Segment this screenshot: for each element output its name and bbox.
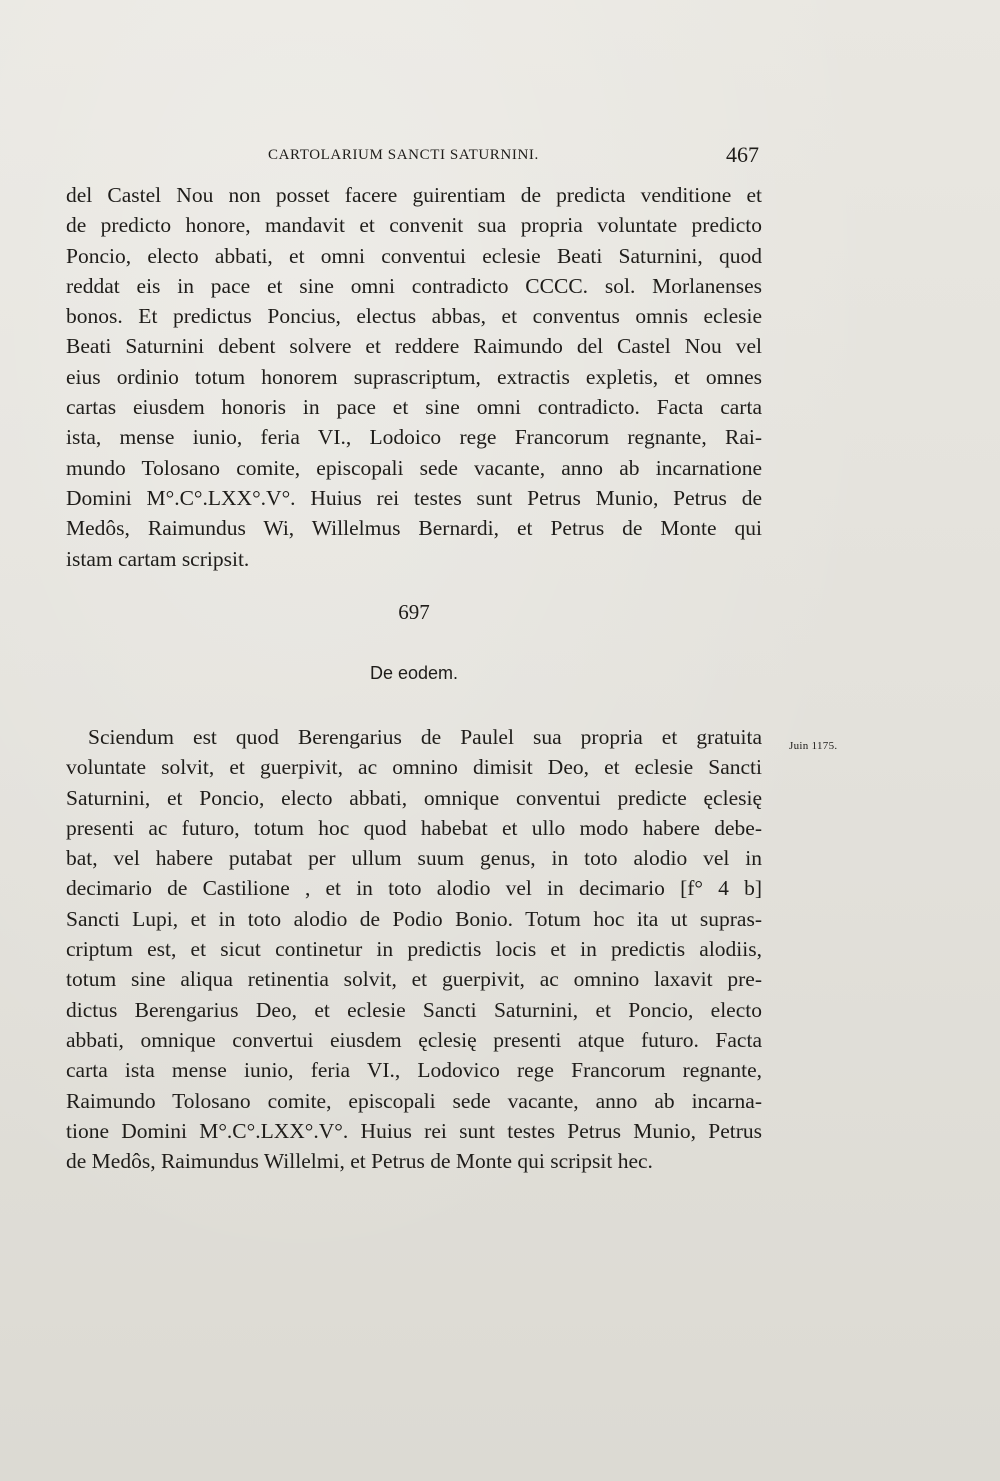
text-line: eius ordinio totum honorem suprascriptum, extractis expletis, et omnes <box>66 364 762 389</box>
text-line: bonos. Et predictus Poncius, electus abbas, et conventus omnis eclesie <box>66 304 762 329</box>
text-line: del Castel Nou non posset facere guirentiam de predicta venditione et <box>66 183 762 207</box>
text-line: de predicto honore, mandavit et convenit sua propria voluntate predicto <box>66 213 762 238</box>
text-line: bat, vel habere putabat per ullum suum genus, in toto alodio vel in <box>66 846 762 871</box>
text-line: Medôs, Raimundus Wi, Willelmus Bernardi, et Petrus de Monte qui <box>66 516 762 541</box>
continuation-text <box>66 180 762 574</box>
charter-title: De eodem. <box>369 663 459 683</box>
margin-date-note: Juin 1175. <box>789 740 838 752</box>
text-line: de Medôs, Raimundus Willelmi, et Petrus de Monte qui scripsit hec. <box>66 1149 653 1174</box>
text-line: ista, mense iunio, feria VI., Lodoico rege Francorum regnante, Rai- <box>66 425 762 450</box>
text-line: voluntate solvit, et guerpivit, ac omnino dimisit Deo, et eclesie Sancti <box>66 755 762 780</box>
text-line: presenti ac futuro, totum hoc quod habebat et ullo modo habere debe- <box>66 815 762 840</box>
running-head: CARTOLARIUM SANCTI SATURNINI. <box>268 147 539 163</box>
text-line: abbati, omnique convertui eiusdem ęclesię presenti atque futuro. Facta <box>66 1027 762 1052</box>
text-line: Saturnini, et Poncio, electo abbati, omnique conventui predicte ęclesię <box>66 785 762 810</box>
text-line: criptum est, et sicut continetur in predictis locis et in predictis alodiis, <box>66 937 762 962</box>
page-number: 467 <box>726 142 759 167</box>
text-line: mundo Tolosano comite, episcopali sede vacante, anno ab incarnatione <box>66 455 762 480</box>
text-line: reddat eis in pace et sine omni contradicto CCCC. sol. Morlanenses <box>66 273 762 298</box>
text-line: Poncio, electo abbati, et omni conventui eclesie Beati Saturnini, quod <box>66 243 762 268</box>
text-line: Sciendum est quod Berengarius de Paulel sua propria et gratuita <box>88 725 762 749</box>
text-line: tione Domini M°.C°.LXX°.V°. Huius rei sunt testes Petrus Munio, Petrus <box>66 1118 762 1143</box>
text-line: Sancti Lupi, et in toto alodio de Podio Bonio. Totum hoc ita ut supras- <box>66 906 762 931</box>
text-line: Raimundo Tolosano comite, episcopali sede vacante, anno ab incarna- <box>66 1088 762 1113</box>
text-line: decimario de Castilione , et in toto alodio vel in decimario [f° 4 b] <box>66 876 762 901</box>
text-line: carta ista mense iunio, feria VI., Lodovico rege Francorum regnante, <box>66 1058 762 1083</box>
text-line: cartas eiusdem honoris in pace et sine omni contradicto. Facta carta <box>66 395 762 420</box>
charter-text <box>66 722 762 1176</box>
text-line: dictus Berengarius Deo, et eclesie Sancti Saturnini, et Poncio, electo <box>66 997 762 1022</box>
text-line: Beati Saturnini debent solvere et reddere Raimundo del Castel Nou vel <box>66 334 762 359</box>
text-line: totum sine aliqua retinentia solvit, et guerpivit, ac omnino laxavit pre- <box>66 967 762 992</box>
charter-number: 697 <box>398 600 430 624</box>
text-line: Domini M°.C°.LXX°.V°. Huius rei testes sunt Petrus Munio, Petrus de <box>66 485 762 510</box>
text-line: istam cartam scripsit. <box>66 546 250 571</box>
